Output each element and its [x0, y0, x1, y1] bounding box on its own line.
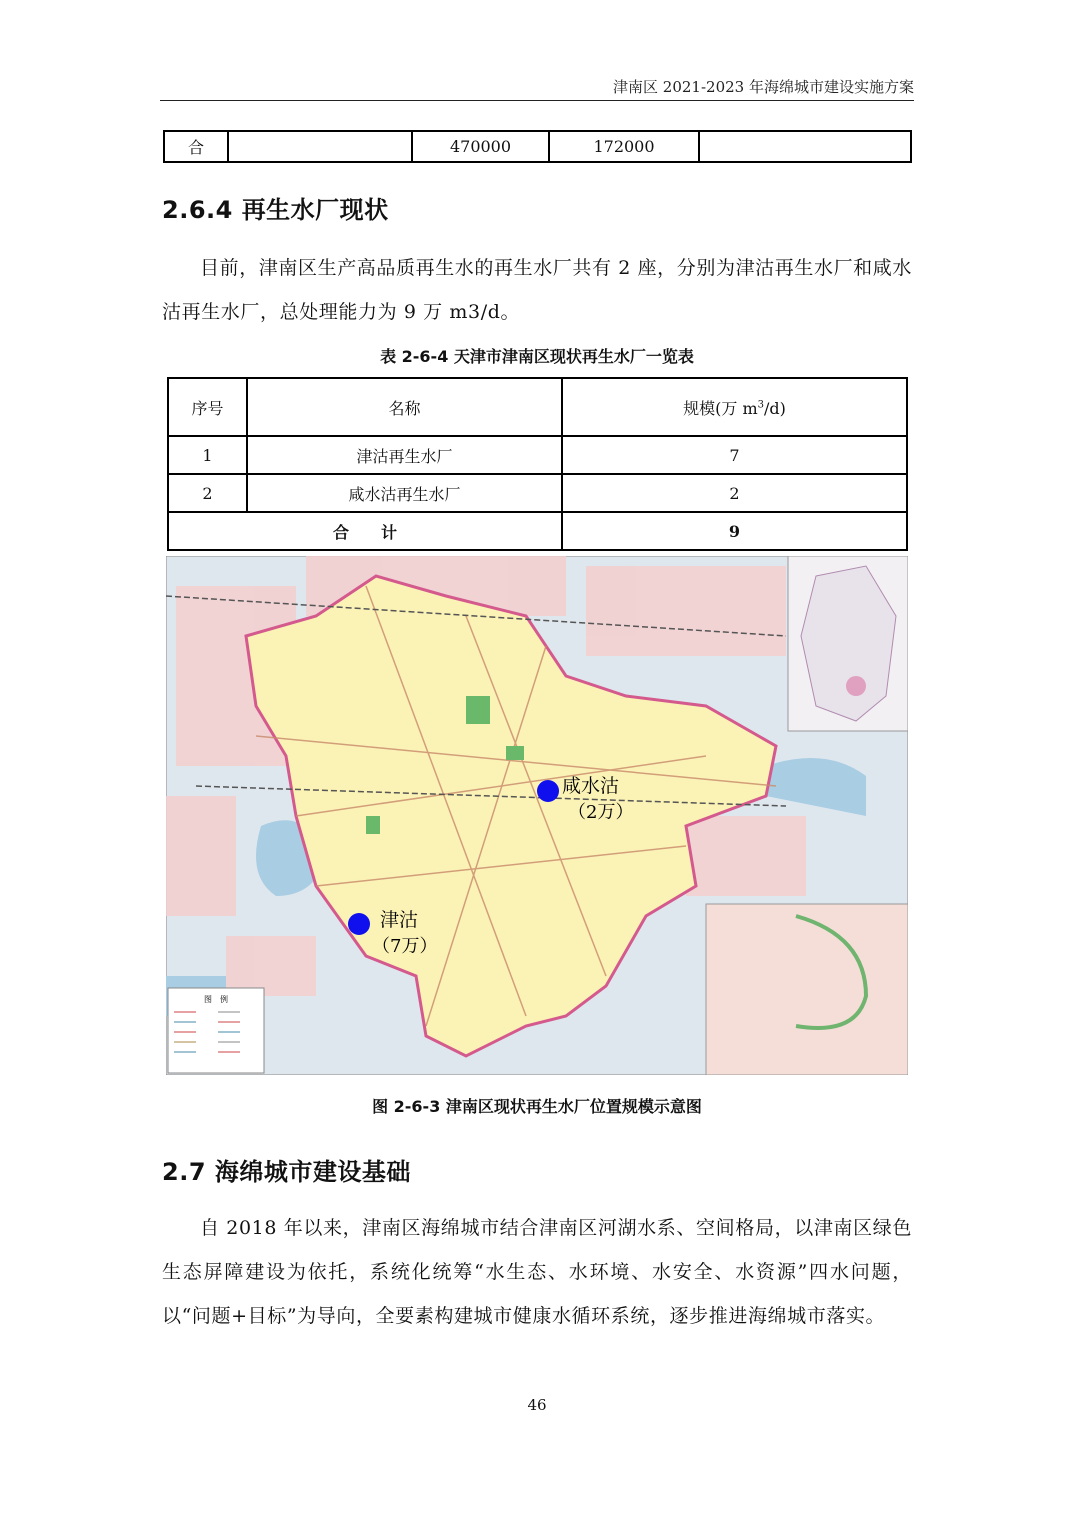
plant-marker-dot	[537, 780, 559, 802]
row-scale: 2	[562, 474, 907, 512]
figure-caption: 图 2-6-3 津南区现状再生水厂位置规模示意图	[372, 1097, 702, 1116]
section-paragraph: 自 2018 年以来，津南区海绵城市结合津南区河湖水系、空间格局，以津南区绿色生态屏障建设为依托，系统化统筹“水生态、水环境、水安全、水资源”四水问题，以“问题+目标”为导向，全要素构建城市健康水循环系统，逐步推进海绵城市落实。	[162, 1217, 912, 1327]
total-value: 9	[562, 512, 907, 550]
header-index: 序号	[168, 378, 247, 436]
plant-marker-name: 津沽	[380, 909, 419, 931]
reclaimed-water-plant-table	[167, 377, 908, 551]
table-cell: 470000	[412, 131, 549, 162]
row-scale: 7	[562, 436, 907, 474]
header-name: 名称	[247, 378, 562, 436]
district-map-figure	[166, 556, 908, 1075]
svg-text:图 例: 图 例	[204, 995, 228, 1004]
page-number: 46	[527, 1396, 547, 1414]
header-rule	[160, 100, 914, 101]
plant-marker-capacity: （2万）	[568, 802, 634, 823]
table-row	[168, 436, 907, 474]
total-label: 合 计	[168, 512, 562, 550]
row-index: 1	[168, 436, 247, 474]
section-paragraph: 目前，津南区生产高品质再生水的再生水厂共有 2 座，分别为津沽再生水厂和咸水沽再生水厂，总处理能力为 9 万 m3/d。	[162, 257, 912, 323]
table-row	[168, 474, 907, 512]
table-cell: 合	[164, 131, 228, 162]
row-name: 咸水沽再生水厂	[247, 474, 562, 512]
table-caption: 表 2-6-4 天津市津南区现状再生水厂一览表	[380, 347, 694, 366]
map-legend	[168, 988, 264, 1073]
table-cell	[228, 131, 412, 162]
plant-marker-dot	[348, 913, 370, 935]
table-row	[164, 131, 911, 162]
plant-marker-name: 咸水沽	[562, 775, 620, 797]
inset-overview-map	[788, 556, 908, 731]
row-index: 2	[168, 474, 247, 512]
table-cell	[699, 131, 911, 162]
inset-detail-map	[706, 904, 908, 1075]
running-header: 津南区 2021-2023 年海绵城市建设实施方案	[613, 78, 914, 96]
table-header-row	[168, 378, 907, 436]
header-scale: 规模(万 $m^3/d$)	[562, 378, 907, 436]
row-name: 津沽再生水厂	[247, 436, 562, 474]
plant-marker-capacity: （7万）	[372, 936, 438, 957]
section-heading-2-6-4: 2.6.4 再生水厂现状	[162, 196, 389, 224]
section-heading-2-7: 2.7 海绵城市建设基础	[162, 1158, 411, 1186]
table-cell: 172000	[549, 131, 699, 162]
previous-table-tail	[163, 130, 912, 163]
table-total-row	[168, 512, 907, 550]
